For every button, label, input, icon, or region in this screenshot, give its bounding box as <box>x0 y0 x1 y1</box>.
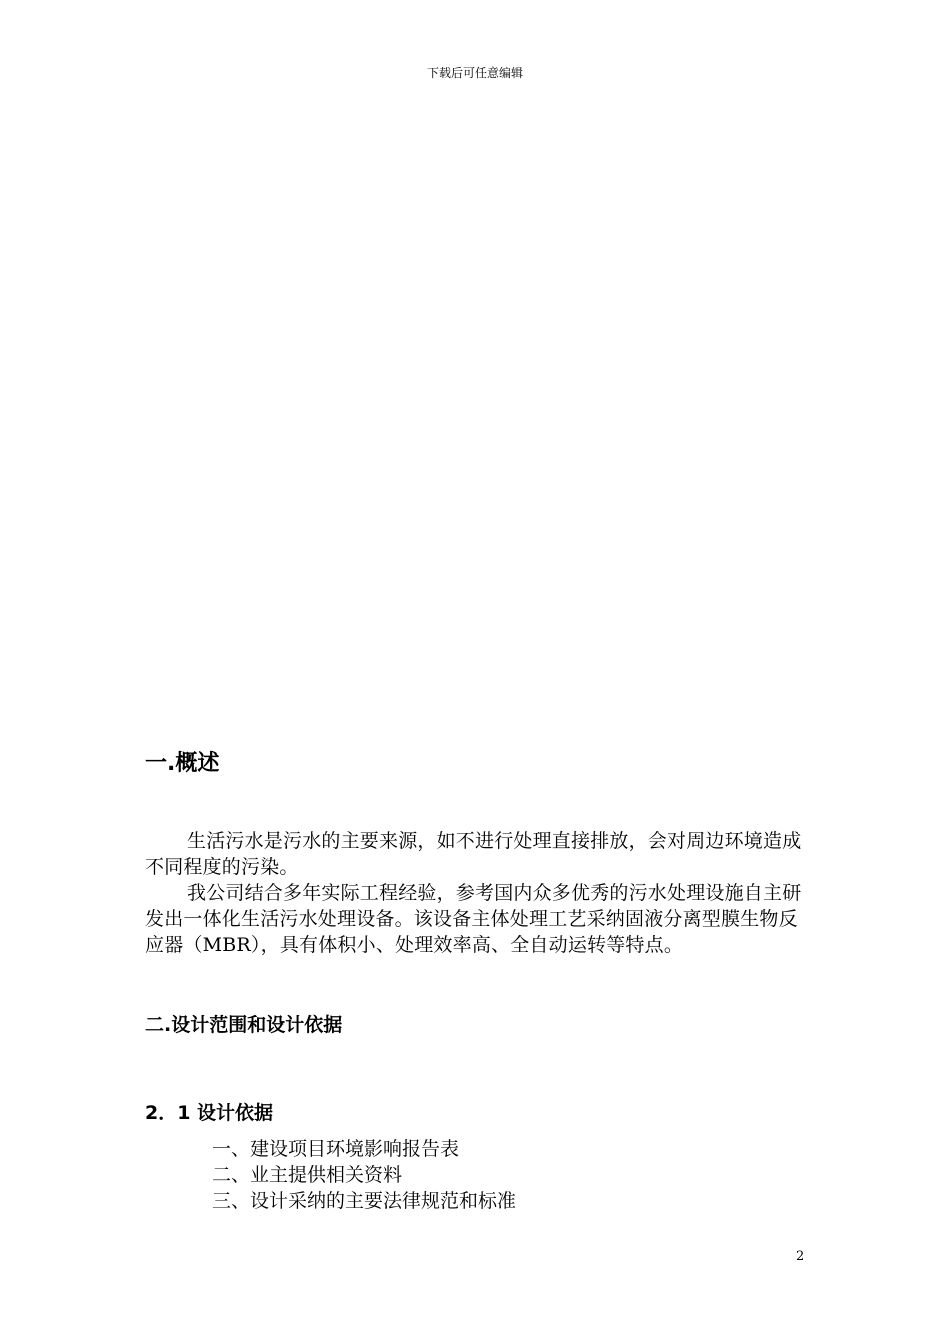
list-item: 一、建设项目环境影响报告表 <box>212 1138 460 1160</box>
subsection-heading-design-basis: 2．1 设计依据 <box>145 1102 274 1124</box>
overview-paragraph-2: 我公司结合多年实际工程经验，参考国内众多优秀的污水处理设施自主研发出一体化生活污水处理设备。该设备主体处理工艺采纳固液分离型膜生物反应器（MBR），具有体积小、处理效率高、全自动运转等特点。 <box>145 882 802 956</box>
overview-paragraph-1: 生活污水是污水的主要来源，如不进行处理直接排放，会对周边环境造成不同程度的污染。 <box>145 830 802 878</box>
design-basis-list <box>212 1136 516 1214</box>
list-item: 二、业主提供相关资料 <box>212 1164 403 1186</box>
section-heading-design-scope: 二.设计范围和设计依据 <box>145 1014 343 1036</box>
list-item: 三、设计采纳的主要法律规范和标准 <box>212 1190 517 1212</box>
page-header: 下载后可任意编辑 <box>426 66 523 80</box>
section-heading-overview: 一.概述 <box>145 751 220 776</box>
page-number: 2 <box>796 1249 805 1264</box>
